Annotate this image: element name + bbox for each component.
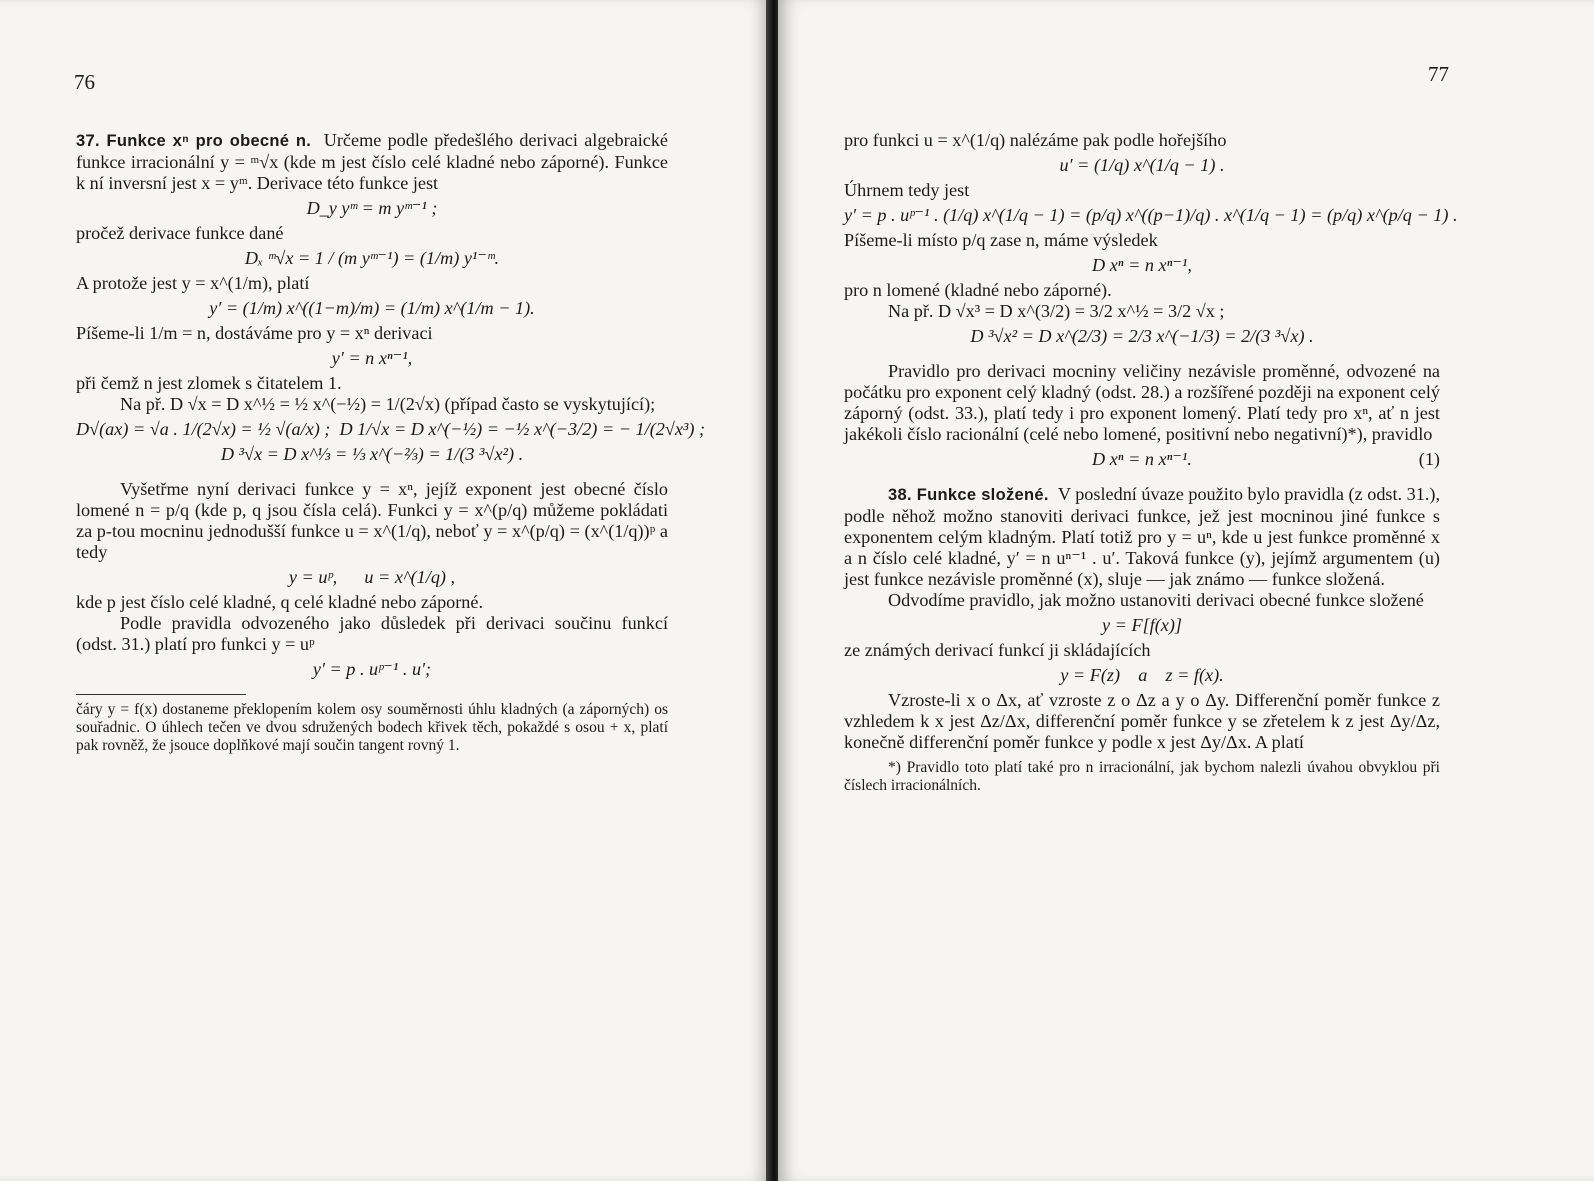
example: Na př. D √x³ = D x^(3/2) = 3/2 x^½ = 3/2 √x ; <box>888 301 1225 321</box>
paragraph: Pravidlo pro derivaci mocniny veličiny nezávisle proměnné, odvozené na počátku pro exponent celý kladný (odst. 28.) a rozšířené později na exponent celý záporný (odst. 33.), platí tedy i pro exponent lomený. Platí tedy pro xⁿ, ať n jest jakékoli číslo racionální (celé nebo lomené, positivní nebo negativní)*), pravidlo <box>844 361 1440 444</box>
paragraph: Odvodíme pravidlo, jak možno ustanoviti derivaci obecné funkce složené <box>888 590 1424 610</box>
paragraph: pro n lomené (kladné nebo záporné). <box>844 280 1112 300</box>
paragraph: ze známých derivací funkcí ji skládajících <box>844 640 1151 660</box>
paragraph: Píšeme-li 1/m = n, dostáváme pro y = xⁿ derivaci <box>76 323 433 343</box>
equation: D xⁿ = n xⁿ⁻¹. <box>1092 449 1192 469</box>
equation: y′ = n xⁿ⁻¹, <box>331 348 413 368</box>
left-page <box>0 0 770 1181</box>
page-number: 76 <box>74 70 95 94</box>
paragraph: Úhrnem tedy jest <box>844 180 970 200</box>
equation: y = F[f(x)] <box>1102 615 1182 635</box>
equation: y = uᵖ, u = x^(1/q) , <box>288 567 456 587</box>
section-heading: 37. Funkce xⁿ pro obecné n. <box>76 132 312 150</box>
equation: D ³√x = D x^⅓ = ⅓ x^(−⅔) = 1/(3 ³√x²) . <box>220 444 524 464</box>
equation: D ³√x² = D x^(2/3) = 2/3 x^(−1/3) = 2/(3 ³√x) . <box>970 326 1314 346</box>
paragraph: Podle pravidla odvozeného jako důsledek při derivaci součinu funkcí (odst. 31.) platí pro funkci y = uᵖ <box>76 613 668 654</box>
paragraph: Vzroste-li x o Δx, ať vzroste z o Δz a y o Δy. Differenční poměr funkce z vzhledem k x jest Δz/Δx, differenční poměr funkce y se zřetelem k z jest Δy/Δz, konečně differenční poměr funkce y podle x jest Δy/Δx. A platí <box>844 690 1440 752</box>
paragraph: Píšeme-li místo p/q zase n, máme výsledek <box>844 230 1158 250</box>
paragraph: při čemž n jest zlomek s čitatelem 1. <box>76 373 342 393</box>
right-page <box>778 0 1594 1181</box>
paragraph: pročež derivace funkce dané <box>76 223 284 243</box>
equation-number: (1) <box>1418 449 1440 469</box>
footnote-rule <box>76 694 246 695</box>
equation-numbered <box>844 449 1440 470</box>
equation: u′ = (1/q) x^(1/q − 1) . <box>1059 155 1225 175</box>
section-heading: 38. Funkce složené. <box>888 486 1049 504</box>
paragraph: A protože jest y = x^(1/m), platí <box>76 273 310 293</box>
equation: D_y yᵐ = m yᵐ⁻¹ ; <box>306 198 438 218</box>
equation: y′ = p . uᵖ⁻¹ . u′; <box>312 659 432 679</box>
left-page-text <box>76 130 706 755</box>
right-page-text <box>844 130 1458 795</box>
equation: y′ = (1/m) x^((1−m)/m) = (1/m) x^(1/m − 1). <box>209 298 535 318</box>
example: Na př. D √x = D x^½ = ½ x^(−½) = 1/(2√x) (případ často se vyskytující); <box>120 394 656 414</box>
paragraph: V poslední úvaze použito bylo pravidla (z odst. 31.), podle něhož možno stanoviti derivaci funkce, jež jest mocninou jiné funkce s exponentem celým kladným. Platí totiž pro y = uⁿ, kde u jest funkce proměnné x a n číslo celé kladné, y′ = n uⁿ⁻¹ . u′. Taková funkce (y), jejímž argumentem (u) jest funkce nezávisle proměnné (x), sluje — jak známo — funkce složená. <box>844 484 1440 589</box>
footnote: čáry y = f(x) dostaneme překlopením kolem osy souměrnosti úhlu kladných (a záporných) os souřadnic. O úhlech tečen ve dvou sdružených bodech křivek těch, pokaždé s osou + x, platí pak rovněž, že jsouce doplňkové mají součin tangent rovný 1. <box>76 701 668 754</box>
page-number: 77 <box>1428 62 1449 86</box>
paragraph: Určeme podle předešlého derivaci algebraické funkce irracionální y = ᵐ√x (kde m jest číslo celé kladné nebo záporné). Funkce k ní inversní jest x = yᵐ. Derivace této funkce jest <box>76 130 668 193</box>
equation: D√(ax) = √a . 1/(2√x) = ½ √(a/x) ; D 1/√x = D x^(−½) = −½ x^(−3/2) = − 1/(2√x³) ; <box>76 419 706 439</box>
equation: y = F(z) a z = f(x). <box>1060 665 1224 685</box>
paragraph: Vyšetřme nyní derivaci funkce y = xⁿ, jejíž exponent jest obecné číslo lomené n = p/q (kde p, q jsou čísla celá). Funkci y = x^(p/q) můžeme pokládati za p-tou mocninu jednodušší funkce u = x^(1/q), neboť y = x^(p/q) = (x^(1/q))ᵖ a tedy <box>76 479 668 562</box>
equation: Dₓ ᵐ√x = 1 / (m yᵐ⁻¹) = (1/m) y¹⁻ᵐ. <box>244 248 500 268</box>
paragraph: pro funkci u = x^(1/q) nalézáme pak podle hořejšího <box>844 130 1227 150</box>
equation: y′ = p . uᵖ⁻¹ . (1/q) x^(1/q − 1) = (p/q) x^((p−1)/q) . x^(1/q − 1) = (p/q) x^(p/q − 1) . <box>844 205 1458 225</box>
paragraph: kde p jest číslo celé kladné, q celé kladné nebo záporné. <box>76 592 484 612</box>
footnote: *) Pravidlo toto platí také pro n irracionální, jak bychom nalezli úvahou obvyklou při číslech irracionálních. <box>844 759 1440 794</box>
equation: D xⁿ = n xⁿ⁻¹, <box>1092 255 1192 275</box>
